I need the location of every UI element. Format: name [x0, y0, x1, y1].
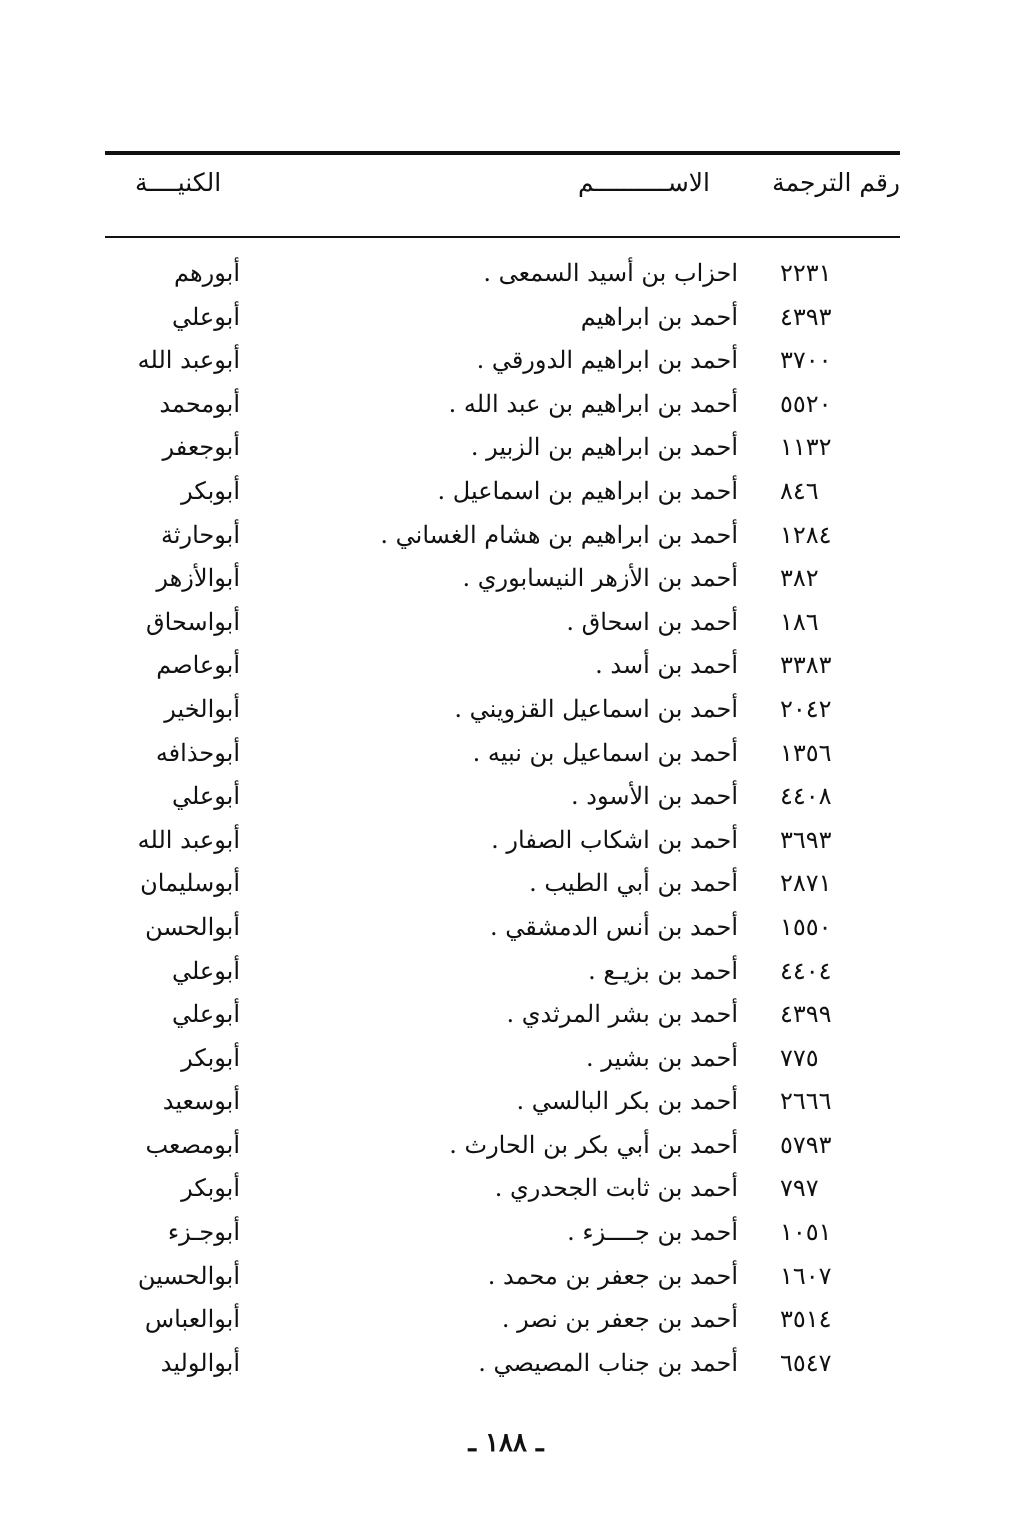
- table-row: [105, 996, 900, 1040]
- entry-name: احزاب بن أسيد السمعى .: [483, 259, 738, 287]
- table-row: [105, 1301, 900, 1345]
- header-kunya-label: الكنيــــة: [135, 168, 222, 197]
- entry-kunya: أبوبكر: [181, 1174, 240, 1203]
- entry-number: ١٦٠٧: [780, 1261, 832, 1290]
- entry-name: أحمد بن الأزهر النيسابوري .: [462, 564, 738, 593]
- entry-name: أحمد بن ابراهيم بن هشام الغساني .: [380, 520, 738, 549]
- entry-number: ٤٤٠٤: [780, 956, 832, 985]
- table-row: [105, 255, 900, 299]
- entry-kunya: أبومصعب: [145, 1130, 240, 1159]
- entry-kunya: أبوالحسن: [145, 912, 240, 941]
- table-row: [105, 691, 900, 735]
- entry-kunya: أبوجـزء: [167, 1218, 240, 1247]
- entry-name: أحمد بن جعفر بن محمد .: [487, 1261, 738, 1290]
- table-row: [105, 735, 900, 779]
- entry-number: ٤٣٩٣: [780, 302, 832, 331]
- entry-number: ٤٤٠٨: [780, 782, 832, 811]
- entry-number: ٢٢٣١: [780, 259, 832, 287]
- table-row: [105, 1040, 900, 1084]
- entry-number: ٨٤٦: [780, 476, 819, 505]
- entry-number: ١٥٥٠: [780, 912, 832, 941]
- table-row: [105, 473, 900, 517]
- entry-kunya: أبوعاصم: [156, 651, 240, 680]
- table-row: [105, 778, 900, 822]
- header-rule: [105, 236, 900, 238]
- table-row: [105, 1345, 900, 1389]
- entry-name: أحمد بن اسماعيل بن نبيه .: [472, 738, 738, 767]
- table-row: [105, 1214, 900, 1258]
- page-number: ـ ١٨٨ ـ: [468, 1428, 544, 1458]
- entry-kunya: أبومحمد: [159, 389, 240, 418]
- entry-number: ٧٧٥: [780, 1043, 819, 1072]
- table-row: [105, 342, 900, 386]
- entry-kunya: أبواسحاق: [146, 607, 240, 636]
- entry-name: أحمد بن اشكاب الصفار .: [491, 825, 738, 854]
- entry-name: أحمد بن ابراهيم الدورقي .: [476, 346, 738, 375]
- table-row: [105, 1170, 900, 1214]
- entry-name: أحمد بن اسحاق .: [566, 607, 738, 636]
- table-header: [105, 168, 900, 218]
- table-row: [105, 865, 900, 909]
- entry-kunya: أبوالحسين: [137, 1261, 240, 1290]
- entry-number: ٦٥٤٧: [780, 1348, 832, 1377]
- entry-number: ٣٥١٤: [780, 1305, 832, 1334]
- entry-kunya: أبوبكر: [181, 476, 240, 505]
- table-row: [105, 822, 900, 866]
- table-row: [105, 1258, 900, 1302]
- entry-number: ١٠٥١: [780, 1218, 832, 1247]
- entry-name: أحمد بن اسماعيل القزويني .: [454, 694, 738, 723]
- entry-kunya: أبوالخير: [164, 694, 240, 723]
- entries-table: [105, 255, 900, 1388]
- entry-kunya: أبوجعفر: [162, 433, 240, 462]
- entry-name: أحمد بن ابراهيم: [580, 302, 738, 331]
- entry-name: أحمد بن أنس الدمشقي .: [489, 912, 738, 941]
- entry-kunya: أبوحذافه: [155, 738, 240, 767]
- entry-name: أحمد بن أبي بكر بن الحارث .: [449, 1130, 738, 1159]
- entry-name: أحمد بن ابراهيم بن الزبير .: [470, 433, 738, 462]
- entry-name: أحمد بن بكر البالسي .: [516, 1087, 738, 1116]
- entry-name: أحمد بن أسد .: [595, 651, 738, 680]
- entry-number: ٣٨٢: [780, 564, 819, 593]
- entry-kunya: أبوعلي: [171, 1000, 240, 1029]
- table-row: [105, 386, 900, 430]
- entry-name: أحمد بن أبي الطيب .: [529, 869, 738, 898]
- entry-name: أحمد بن الأسود .: [571, 782, 738, 811]
- entry-kunya: أبوالوليد: [160, 1348, 240, 1377]
- entry-kunya: أبوسعيد: [162, 1087, 240, 1116]
- entry-name: أحمد بن ابراهيم بن اسماعيل .: [437, 476, 738, 505]
- entry-name: أحمد بن جناب المصيصي .: [478, 1348, 738, 1377]
- entry-number: ٢٦٦٦: [780, 1087, 832, 1116]
- entry-number: ٣٦٩٣: [780, 825, 832, 854]
- entry-kunya: أبوالعباس: [144, 1305, 240, 1334]
- entry-name: أحمد بن ابراهيم بن عبد الله .: [448, 389, 738, 418]
- entry-kunya: أبورهم: [174, 259, 240, 287]
- entry-number: ١١٣٢: [780, 433, 832, 462]
- entry-kunya: أبوعبد الله: [137, 346, 240, 375]
- entry-number: ١٨٦: [780, 607, 819, 636]
- entry-kunya: أبوسليمان: [140, 869, 240, 898]
- header-name-label: الاســــــــــم: [577, 168, 710, 197]
- entry-number: ٣٣٨٣: [780, 651, 832, 680]
- header-number-label: رقم الترجمة: [772, 168, 900, 197]
- entry-name: أحمد بن ثابت الجحدري .: [494, 1174, 738, 1203]
- entry-kunya: أبوالأزهر: [156, 564, 240, 593]
- table-row: [105, 1083, 900, 1127]
- entry-kunya: أبوعلي: [171, 302, 240, 331]
- entry-kunya: أبوعبد الله: [137, 825, 240, 854]
- table-row: [105, 560, 900, 604]
- entry-name: أحمد بن بزيـع .: [588, 956, 738, 985]
- entry-kunya: أبوعلي: [171, 956, 240, 985]
- table-row: [105, 604, 900, 648]
- entry-number: ٢٠٤٢: [780, 694, 832, 723]
- table-row: [105, 299, 900, 343]
- top-rule: [105, 151, 900, 155]
- entry-number: ٢٨٧١: [780, 869, 832, 898]
- entry-kunya: أبوحارثة: [160, 520, 240, 549]
- entry-kunya: أبوبكر: [181, 1043, 240, 1072]
- entry-number: ١٣٥٦: [780, 738, 832, 767]
- table-row: [105, 517, 900, 561]
- entry-name: أحمد بن جعفر بن نصر .: [501, 1305, 738, 1334]
- entry-name: أحمد بن جــــزء .: [567, 1218, 738, 1247]
- entry-number: ٤٣٩٩: [780, 1000, 832, 1029]
- table-row: [105, 909, 900, 953]
- entry-number: ٥٥٢٠: [780, 389, 832, 418]
- table-row: [105, 647, 900, 691]
- table-row: [105, 1127, 900, 1171]
- table-row: [105, 953, 900, 997]
- entry-name: أحمد بن بشر المرثدي .: [506, 1000, 738, 1029]
- entry-number: ٥٧٩٣: [780, 1130, 832, 1159]
- table-row: [105, 429, 900, 473]
- entry-number: ٣٧٠٠: [780, 346, 832, 375]
- entry-name: أحمد بن بشير .: [585, 1043, 738, 1072]
- entry-kunya: أبوعلي: [171, 782, 240, 811]
- entry-number: ٧٩٧: [780, 1174, 819, 1203]
- entry-number: ١٢٨٤: [780, 520, 832, 549]
